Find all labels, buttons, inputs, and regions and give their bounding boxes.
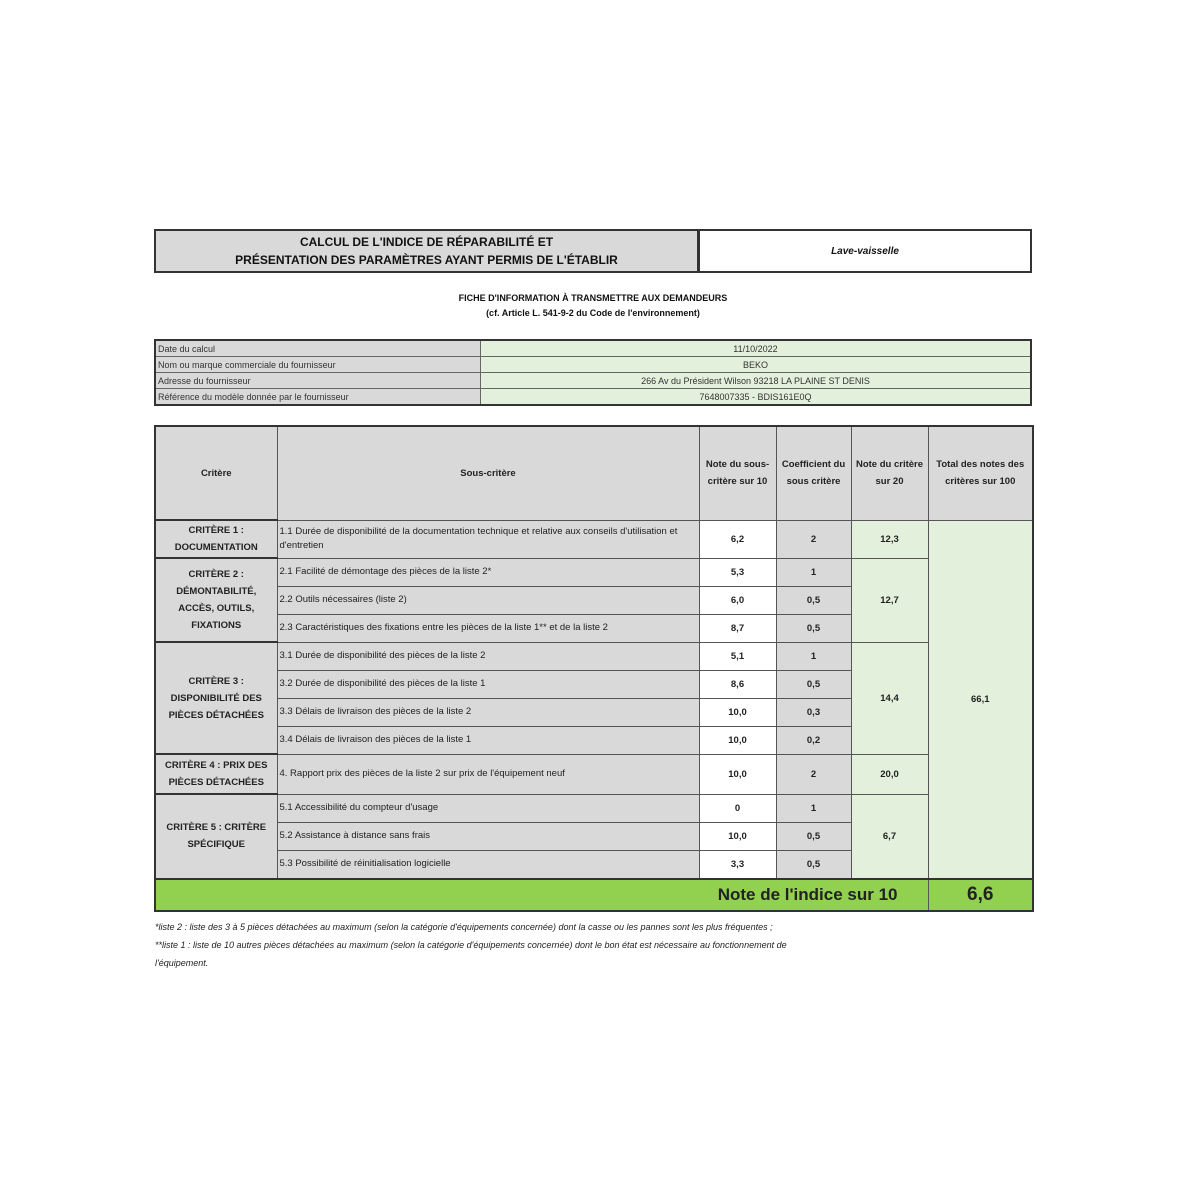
footnote: *liste 2 : liste des 3 à 5 pièces détachées au maximum (selon la catégorie d'équipements concernée) dont la casse ou les pannes sont les plus fréquentes ; [155, 922, 773, 932]
sub-criterion-note: 5,1 [699, 642, 776, 670]
criterion-note: 12,7 [851, 558, 928, 642]
info-value: BEKO [481, 357, 1032, 373]
sub-criterion-coefficient: 1 [776, 558, 851, 586]
table-row [155, 642, 1033, 670]
sub-criterion: 2.1 Facilité de démontage des pièces de la liste 2* [277, 558, 699, 586]
header-critere: Critère [155, 426, 277, 520]
sub-criterion: 3.4 Délais de livraison des pièces de la liste 1 [277, 726, 699, 754]
header-total: Total des notes des critères sur 100 [928, 426, 1033, 520]
info-value: 266 Av du Président Wilson 93218 LA PLAINE ST DENIS [481, 373, 1032, 389]
criterion-note: 6,7 [851, 794, 928, 879]
info-row [155, 340, 1031, 357]
table-row [155, 558, 1033, 586]
sub-criterion-note: 0 [699, 794, 776, 822]
info-label: Référence du modèle donnée par le fournisseur [155, 389, 481, 406]
table-row [155, 794, 1033, 822]
info-label: Adresse du fournisseur [155, 373, 481, 389]
sub-criterion: 3.2 Durée de disponibilité des pièces de la liste 1 [277, 670, 699, 698]
criterion-label: CRITÈRE 2 : DÉMONTABILITÉ, ACCÈS, OUTILS, FIXATIONS [155, 558, 277, 642]
sub-criterion-note: 10,0 [699, 754, 776, 794]
footnotes [155, 918, 1035, 972]
header-note-sous-critere: Note du sous-critère sur 10 [699, 426, 776, 520]
fiche-heading [154, 291, 1032, 321]
document-title [154, 229, 699, 273]
criterion-note: 12,3 [851, 520, 928, 558]
fiche-line-1: FICHE D'INFORMATION À TRANSMETTRE AUX DEMANDEURS [458, 293, 728, 303]
sub-criterion-coefficient: 2 [776, 520, 851, 558]
info-value: 7648007335 - BDIS161E0Q [481, 389, 1032, 406]
sub-criterion-note: 6,0 [699, 586, 776, 614]
total-score: 66,1 [928, 520, 1033, 879]
info-label: Nom ou marque commerciale du fournisseur [155, 357, 481, 373]
fiche-line-2: (cf. Article L. 541-9-2 du Code de l'environnement) [486, 308, 700, 318]
header-note-critere: Note du critère sur 20 [851, 426, 928, 520]
sub-criterion: 4. Rapport prix des pièces de la liste 2 sur prix de l'équipement neuf [277, 754, 699, 794]
info-row [155, 373, 1031, 389]
sub-criterion-coefficient: 0,5 [776, 614, 851, 642]
criterion-label: CRITÈRE 1 : DOCUMENTATION [155, 520, 277, 558]
sub-criterion-coefficient: 0,5 [776, 586, 851, 614]
sub-criterion: 2.3 Caractéristiques des fixations entre les pièces de la liste 1** et de la liste 2 [277, 614, 699, 642]
sub-criterion-note: 8,7 [699, 614, 776, 642]
sub-criterion: 3.1 Durée de disponibilité des pièces de la liste 2 [277, 642, 699, 670]
sub-criterion-note: 3,3 [699, 850, 776, 879]
repairability-table [154, 425, 1034, 912]
sub-criterion-coefficient: 0,5 [776, 850, 851, 879]
sub-criterion-note: 10,0 [699, 726, 776, 754]
criterion-note: 14,4 [851, 642, 928, 754]
table-header-row [155, 426, 1033, 520]
title-line-2: PRÉSENTATION DES PARAMÈTRES AYANT PERMIS DE L'ÉTABLIR [235, 253, 618, 267]
title-line-1: CALCUL DE L'INDICE DE RÉPARABILITÉ ET [299, 235, 554, 249]
criterion-label: CRITÈRE 5 : CRITÈRE SPÉCIFIQUE [155, 794, 277, 879]
sub-criterion-coefficient: 0,2 [776, 726, 851, 754]
sub-criterion-coefficient: 0,3 [776, 698, 851, 726]
sub-criterion-note: 5,3 [699, 558, 776, 586]
sub-criterion: 5.1 Accessibilité du compteur d'usage [277, 794, 699, 822]
header-coefficient: Coefficient du sous critère [776, 426, 851, 520]
criterion-note: 20,0 [851, 754, 928, 794]
table-row [155, 754, 1033, 794]
sub-criterion-coefficient: 2 [776, 754, 851, 794]
info-label: Date du calcul [155, 340, 481, 357]
sub-criterion: 5.3 Possibilité de réinitialisation logicielle [277, 850, 699, 879]
info-row [155, 389, 1031, 406]
final-score-value: 6,6 [928, 879, 1033, 911]
criterion-label: CRITÈRE 3 : DISPONIBILITÉ DES PIÈCES DÉTACHÉES [155, 642, 277, 754]
sub-criterion: 3.3 Délais de livraison des pièces de la liste 2 [277, 698, 699, 726]
criterion-label: CRITÈRE 4 : PRIX DES PIÈCES DÉTACHÉES [155, 754, 277, 794]
header-sous-critere: Sous-critère [277, 426, 699, 520]
sub-criterion-note: 8,6 [699, 670, 776, 698]
supplier-info-table [154, 339, 1032, 406]
sub-criterion-coefficient: 1 [776, 642, 851, 670]
sub-criterion-note: 6,2 [699, 520, 776, 558]
sub-criterion-coefficient: 1 [776, 794, 851, 822]
info-value: 11/10/2022 [481, 340, 1032, 357]
sub-criterion: 2.2 Outils nécessaires (liste 2) [277, 586, 699, 614]
sub-criterion: 1.1 Durée de disponibilité de la documentation technique et relative aux conseils d'utilisation et d'entretien [277, 520, 699, 558]
final-score-label: Note de l'indice sur 10 [155, 879, 928, 911]
table-row [155, 520, 1033, 558]
footnote: **liste 1 : liste de 10 autres pièces détachées au maximum (selon la catégorie d'équipements concernée) dont le bon état est nécessaire au fonctionnement de [155, 940, 787, 950]
info-row [155, 357, 1031, 373]
sub-criterion-note: 10,0 [699, 698, 776, 726]
sub-criterion-note: 10,0 [699, 822, 776, 850]
sub-criterion: 5.2 Assistance à distance sans frais [277, 822, 699, 850]
product-category: Lave-vaisselle [698, 229, 1032, 273]
footnote: l'équipement. [155, 958, 209, 968]
sub-criterion-coefficient: 0,5 [776, 822, 851, 850]
final-score-row [155, 879, 1033, 911]
sub-criterion-coefficient: 0,5 [776, 670, 851, 698]
